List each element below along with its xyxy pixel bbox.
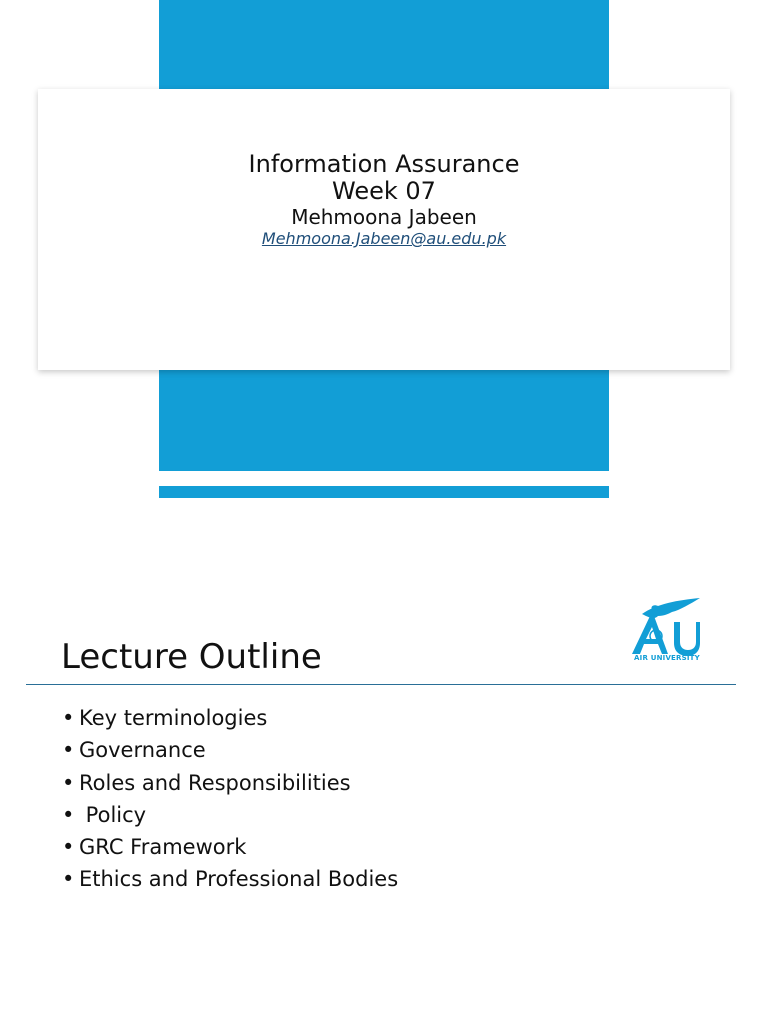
bullet-icon: • [62,706,75,730]
title-slide [0,0,768,510]
list-item: • Key terminologies [62,702,398,734]
accent-bar-bottom [159,370,609,471]
title-divider [26,684,736,685]
author-name: Mehmoona Jabeen [291,205,477,229]
bullet-icon: • [62,738,75,763]
accent-bar-top [159,0,609,89]
week-label: Week 07 [332,177,436,205]
list-item: • Roles and Responsibilities [62,767,398,799]
outline-slide [0,512,768,1024]
list-item: • Governance [62,734,398,766]
title-card [38,89,730,370]
bullet-icon: • [62,835,75,860]
list-item: • GRC Framework [62,831,398,863]
accent-strip [159,486,609,498]
bullet-icon: • [62,802,75,827]
list-item: • Policy [62,799,398,831]
list-item: • Ethics and Professional Bodies [62,863,398,895]
outline-title: Lecture Outline [61,637,322,677]
outline-list [62,702,398,896]
bullet-icon: • [62,867,75,892]
email-link[interactable]: Mehmoona.Jabeen@au.edu.pk [261,229,507,248]
course-title: Information Assurance [248,150,520,178]
bullet-icon: • [62,770,75,795]
logo-caption: AIR UNIVERSITY [634,654,700,662]
